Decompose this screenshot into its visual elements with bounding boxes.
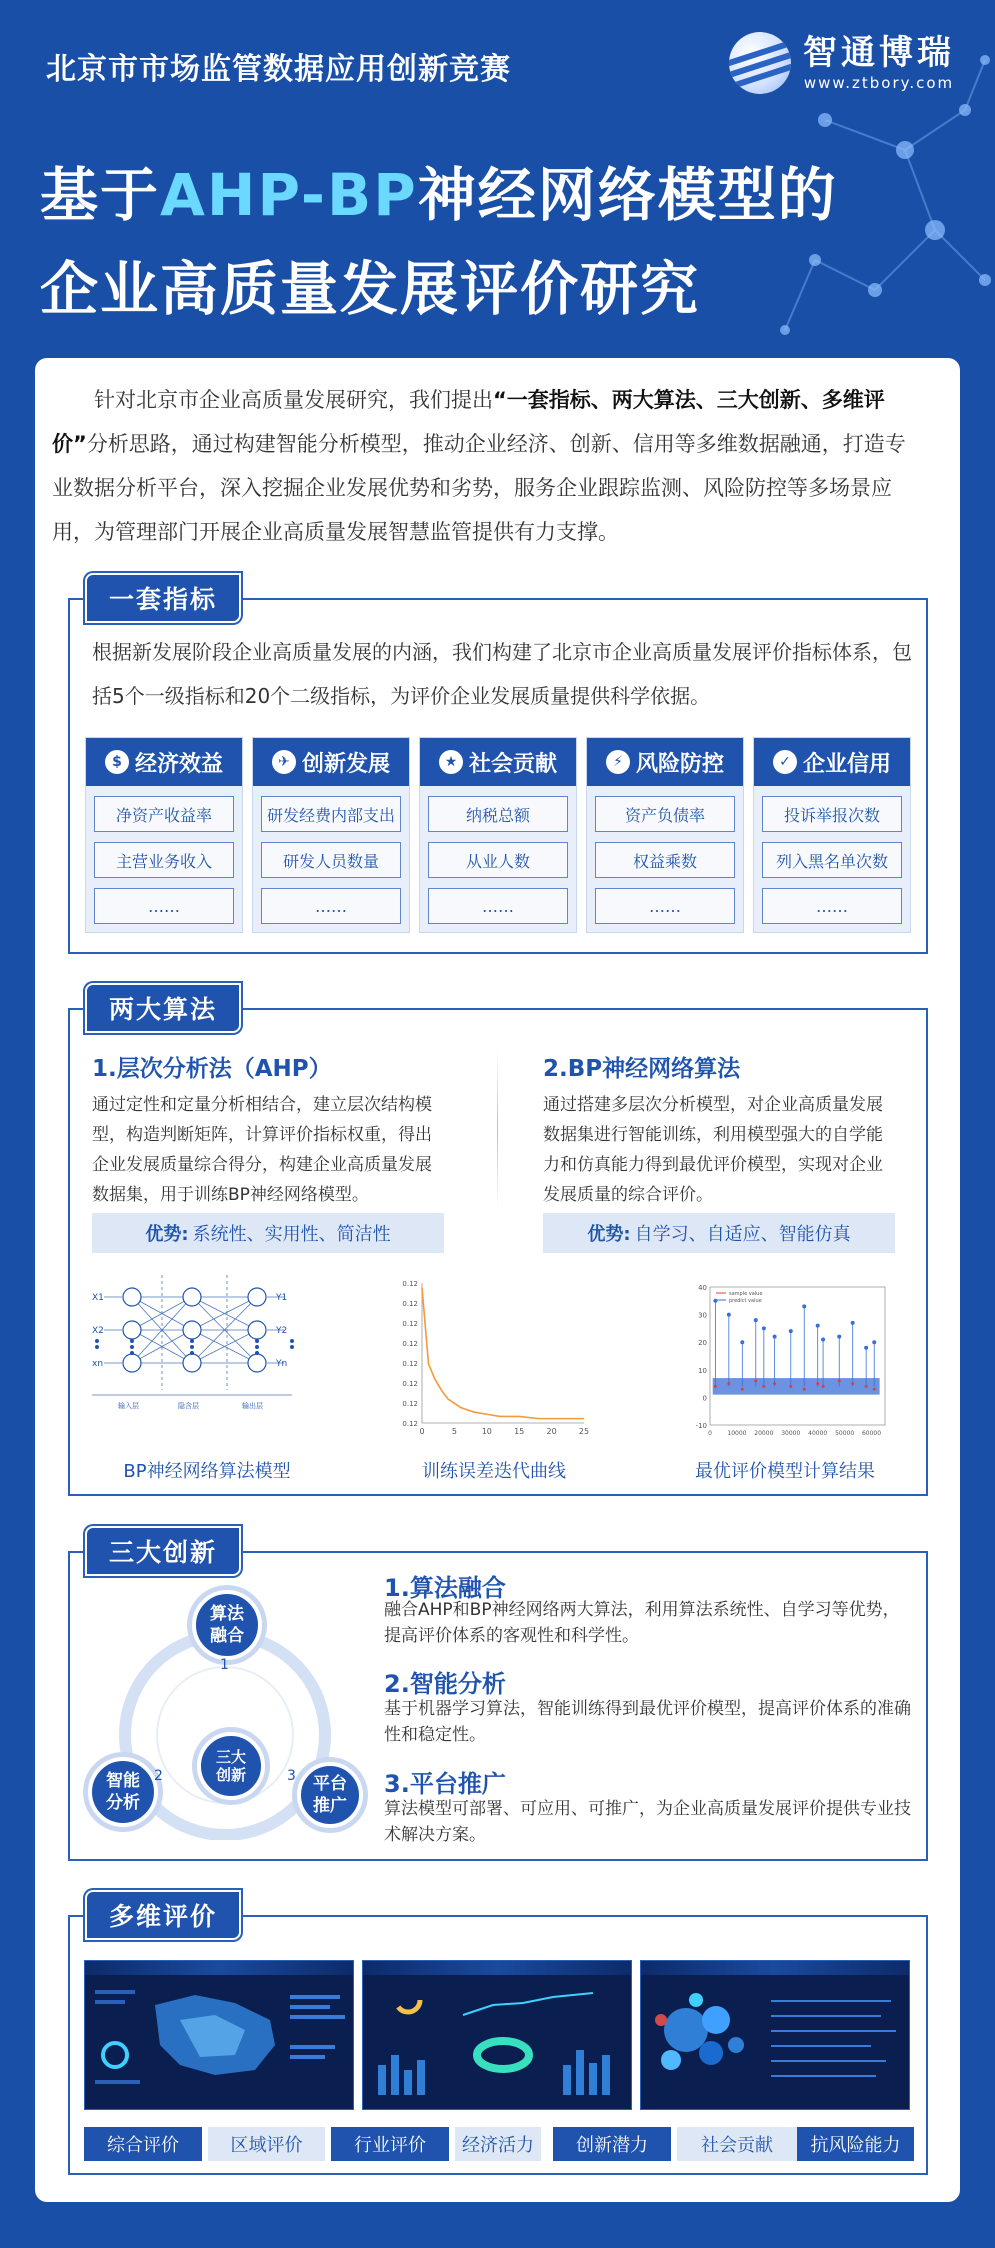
curve-ytick: 0.12 [402, 1360, 418, 1368]
rocket-icon: ✈ [272, 750, 296, 774]
indicator-column [252, 737, 410, 933]
indicator-item: 资产负债率 [595, 796, 735, 832]
innovation-center: 三大 创新 [197, 1732, 265, 1800]
scatter-xtick: 40000 [808, 1430, 828, 1437]
scatter-xtick: 30000 [781, 1430, 801, 1437]
curve-ytick: 0.12 [402, 1380, 418, 1388]
divider [497, 1050, 498, 1210]
nn-layer-output: 输出层 [242, 1402, 263, 1410]
indicator-header [86, 738, 242, 786]
indicator-item: …… [94, 888, 234, 924]
indicator-column [85, 737, 243, 933]
scatter-point [821, 1337, 825, 1341]
curve-ytick: 0.12 [402, 1300, 418, 1308]
nn-input-1: X1 [92, 1293, 104, 1303]
nn-output-3: Yn [276, 1359, 288, 1369]
intro-paragraph: 针对北京市企业高质量发展研究，我们提出“一套指标、两大算法、三大创新、多维评价”分析思路，通过构建智能分析模型，推动企业经济、创新、信用等多维数据融通，打造专业数据分析平台，深入挖掘企业发展优势和劣势，服务企业跟踪监测、风险防控等多场景应用，为管理部门开展企业高质量发展智慧监管提供有力支撑。 [52, 388, 906, 544]
logo-mark-icon [729, 32, 791, 94]
indicator-item: …… [428, 888, 568, 924]
indicator-item: 投诉举报次数 [762, 796, 902, 832]
eval-tab-button[interactable]: 社会贡献 [677, 2127, 797, 2161]
scatter-frame [710, 1287, 885, 1425]
innovation-2-text: 基于机器学习算法，智能训练得到最优评价模型，提高评价体系的准确性和稳定性。 [384, 1699, 911, 1745]
indicator-item: 研发人员数量 [261, 842, 401, 878]
bp-title: 2.BP神经网络算法 [543, 1056, 741, 1082]
scatter-predict-point [816, 1382, 819, 1385]
scatter-predict-point [822, 1385, 825, 1388]
scatter-predict-point [789, 1385, 792, 1388]
eval-tab-button[interactable]: 创新潜力 [553, 2127, 671, 2161]
bp-text: 通过搭建多层次分析模型，对企业高质量发展数据集进行智能训练，利用模型强大的自学能力和仿真能力得到最优评价模型，实现对企业发展质量的综合评价。 [543, 1095, 883, 1205]
section-tag-innovations: 三大创新 [85, 1526, 241, 1576]
indicator-item: 纳税总额 [428, 796, 568, 832]
section-tag-algorithms: 两大算法 [85, 983, 241, 1033]
scatter-point [727, 1313, 731, 1317]
scatter-predict-point [838, 1379, 841, 1382]
scatter-predict-point [714, 1385, 717, 1388]
indicator-title: 企业信用 [802, 751, 891, 777]
innovation-node-1: 算法 融合 [192, 1590, 262, 1660]
scatter-point [872, 1340, 876, 1344]
nn-output-1: Y1 [276, 1293, 288, 1303]
scatter-point [837, 1335, 841, 1339]
scatter-xtick: 20000 [754, 1430, 774, 1437]
scatter-point [754, 1318, 758, 1322]
scatter-point [802, 1304, 806, 1308]
scatter-point [851, 1321, 855, 1325]
brand-logo [729, 32, 955, 94]
indicator-item: 净资产收益率 [94, 796, 234, 832]
dashboard-charts-screenshot [362, 1960, 632, 2110]
indicator-item: 权益乘数 [595, 842, 735, 878]
ahp-advantage: 优势: 系统性、实用性、简洁性 [92, 1213, 444, 1253]
scatter-point [762, 1326, 766, 1330]
scatter-predict-point [754, 1379, 757, 1382]
bp-advantage: 优势: 自学习、自适应、智能仿真 [543, 1213, 895, 1253]
curve-xtick: 25 [578, 1427, 590, 1436]
indicator-column [419, 737, 577, 933]
nn-input-2: X2 [92, 1326, 104, 1336]
shield-icon: ⚡ [606, 750, 630, 774]
innovation-2-title: 2.智能分析 [384, 1670, 506, 1698]
scatter-predict-point [803, 1388, 806, 1391]
scatter-xtick: 10000 [727, 1430, 747, 1437]
innovation-3-title: 3.平台推广 [384, 1770, 506, 1798]
curve-series-line [422, 1287, 584, 1418]
scatter-predict-point [727, 1382, 730, 1385]
innovation-node-2: 智能 分析 [88, 1757, 158, 1827]
eval-tab-button[interactable]: 经济活力 [455, 2127, 541, 2161]
nn-layer-input: 输入层 [118, 1402, 139, 1410]
scatter-predict-point [741, 1388, 744, 1391]
cycle-num-3: 3 [287, 1768, 296, 1784]
indicator-title: 经济效益 [134, 751, 223, 777]
curve-axes [422, 1283, 584, 1423]
curve-xtick: 15 [514, 1427, 525, 1436]
curve-xtick: 10 [481, 1427, 492, 1436]
scatter-predict-point [773, 1382, 776, 1385]
scatter-point [773, 1335, 777, 1339]
nn-caption: BP神经网络算法模型 [123, 1461, 291, 1482]
curve-caption: 训练误差迭代曲线 [422, 1461, 566, 1482]
indicator-item: …… [261, 888, 401, 924]
scatter-prediction-band [713, 1378, 880, 1395]
scatter-ytick: 30 [698, 1311, 707, 1320]
innovation-3-text: 算法模型可部署、可应用、可推广，为企业高质量发展评价提供专业技术解决方案。 [384, 1799, 911, 1845]
indicator-header [420, 738, 576, 786]
eval-tab-button[interactable]: 行业评价 [331, 2127, 449, 2161]
scatter-point [740, 1340, 744, 1344]
eval-tab-button[interactable]: 区域评价 [208, 2127, 325, 2161]
curve-ytick: 0.12 [402, 1420, 418, 1428]
scatter-caption: 最优评价模型计算结果 [695, 1461, 875, 1482]
curve-xtick: 5 [451, 1427, 457, 1436]
logo-url: www.ztbory.com [803, 74, 955, 92]
logo-name: 智通博瑞 [803, 33, 955, 73]
credit-icon: ✓ [773, 750, 797, 774]
indicator-item: 研发经费内部支出 [261, 796, 401, 832]
bp-network-diagram [92, 1275, 322, 1445]
dashboard-bubbles-screenshot [640, 1960, 910, 2110]
curve-xtick: 20 [546, 1427, 557, 1436]
indicator-item: 列入黑名单次数 [762, 842, 902, 878]
scatter-xtick: 50000 [835, 1430, 855, 1437]
title-highlight: AHP-BP [160, 161, 418, 229]
scatter-ytick: 0 [702, 1394, 707, 1403]
scatter-xtick: 60000 [861, 1430, 882, 1437]
nn-output-2: Y2 [276, 1326, 288, 1336]
scatter-ytick: 20 [698, 1339, 707, 1348]
innovation-1-text: 融合AHP和BP神经网络两大算法，利用算法系统性、自学习等优势，提高评价体系的客观性和科学性。 [384, 1600, 900, 1646]
eval-tab-button[interactable]: 综合评价 [84, 2127, 202, 2161]
indicator-column [586, 737, 744, 933]
money-bag-icon: $ [105, 750, 129, 774]
indicator-title: 风险防控 [635, 751, 724, 777]
curve-xtick: 0 [419, 1427, 425, 1436]
competition-name: 北京市市场监管数据应用创新竞赛 [46, 52, 511, 87]
indicator-item: 主营业务收入 [94, 842, 234, 878]
curve-ytick: 0.12 [402, 1280, 418, 1288]
curve-ytick: 0.12 [402, 1400, 418, 1408]
indicators-description: 根据新发展阶段企业高质量发展的内涵，我们构建了北京市企业高质量发展评价指标体系，包括5个一级指标和20个二级指标，为评价企业发展质量提供科学依据。 [92, 640, 912, 708]
scatter-point [816, 1324, 820, 1328]
innovation-node-3: 平台 推广 [297, 1762, 363, 1828]
scatter-point [864, 1346, 868, 1350]
scatter-legend-label: predict value [729, 1298, 762, 1304]
cycle-num-1: 1 [220, 1657, 229, 1673]
nn-input-3: xn [92, 1359, 104, 1369]
section-tag-indicators: 一套指标 [85, 573, 241, 623]
scatter-predict-point [762, 1385, 765, 1388]
indicator-item: …… [762, 888, 902, 924]
indicator-item: 从业人数 [428, 842, 568, 878]
scatter-xtick: 0 [708, 1430, 712, 1437]
indicator-header [754, 738, 910, 786]
scatter-point [789, 1329, 793, 1333]
eval-tab-button[interactable]: 抗风险能力 [797, 2127, 914, 2161]
indicator-header [253, 738, 409, 786]
cycle-num-2: 2 [154, 1768, 163, 1784]
result-scatter-chart [690, 1275, 890, 1445]
curve-ytick: 0.12 [402, 1340, 418, 1348]
scatter-ytick: 10 [698, 1366, 707, 1375]
scatter-predict-point [873, 1388, 876, 1391]
curve-ytick: 0.12 [402, 1320, 418, 1328]
scatter-legend-label: sample value [729, 1291, 763, 1297]
dashboard-map-screenshot [84, 1960, 354, 2110]
indicator-title: 创新发展 [301, 751, 390, 777]
scatter-predict-point [851, 1382, 854, 1385]
indicator-title: 社会贡献 [468, 751, 557, 777]
ahp-title: 1.层次分析法（AHP） [92, 1056, 332, 1082]
indicator-column [753, 737, 911, 933]
indicator-item: …… [595, 888, 735, 924]
page-title: 基于AHP-BP神经网络模型的 企业高质量发展评价研究 [40, 161, 838, 323]
innovation-1-title: 1.算法融合 [384, 1574, 506, 1602]
ahp-text: 通过定性和定量分析相结合，建立层次结构模型，构造判断矩阵，计算评价指标权重，得出企业发展质量综合得分，构建企业高质量发展数据集，用于训练BP神经网络模型。 [92, 1095, 432, 1205]
scatter-point [713, 1299, 717, 1303]
scatter-ytick: -10 [695, 1422, 707, 1430]
training-error-chart [384, 1275, 604, 1445]
star-icon: ★ [439, 750, 463, 774]
scatter-predict-point [865, 1385, 868, 1388]
scatter-ytick: 40 [698, 1284, 707, 1292]
indicator-header [587, 738, 743, 786]
section-tag-evaluation: 多维评价 [85, 1890, 241, 1940]
nn-layer-hidden: 隐含层 [178, 1402, 199, 1410]
